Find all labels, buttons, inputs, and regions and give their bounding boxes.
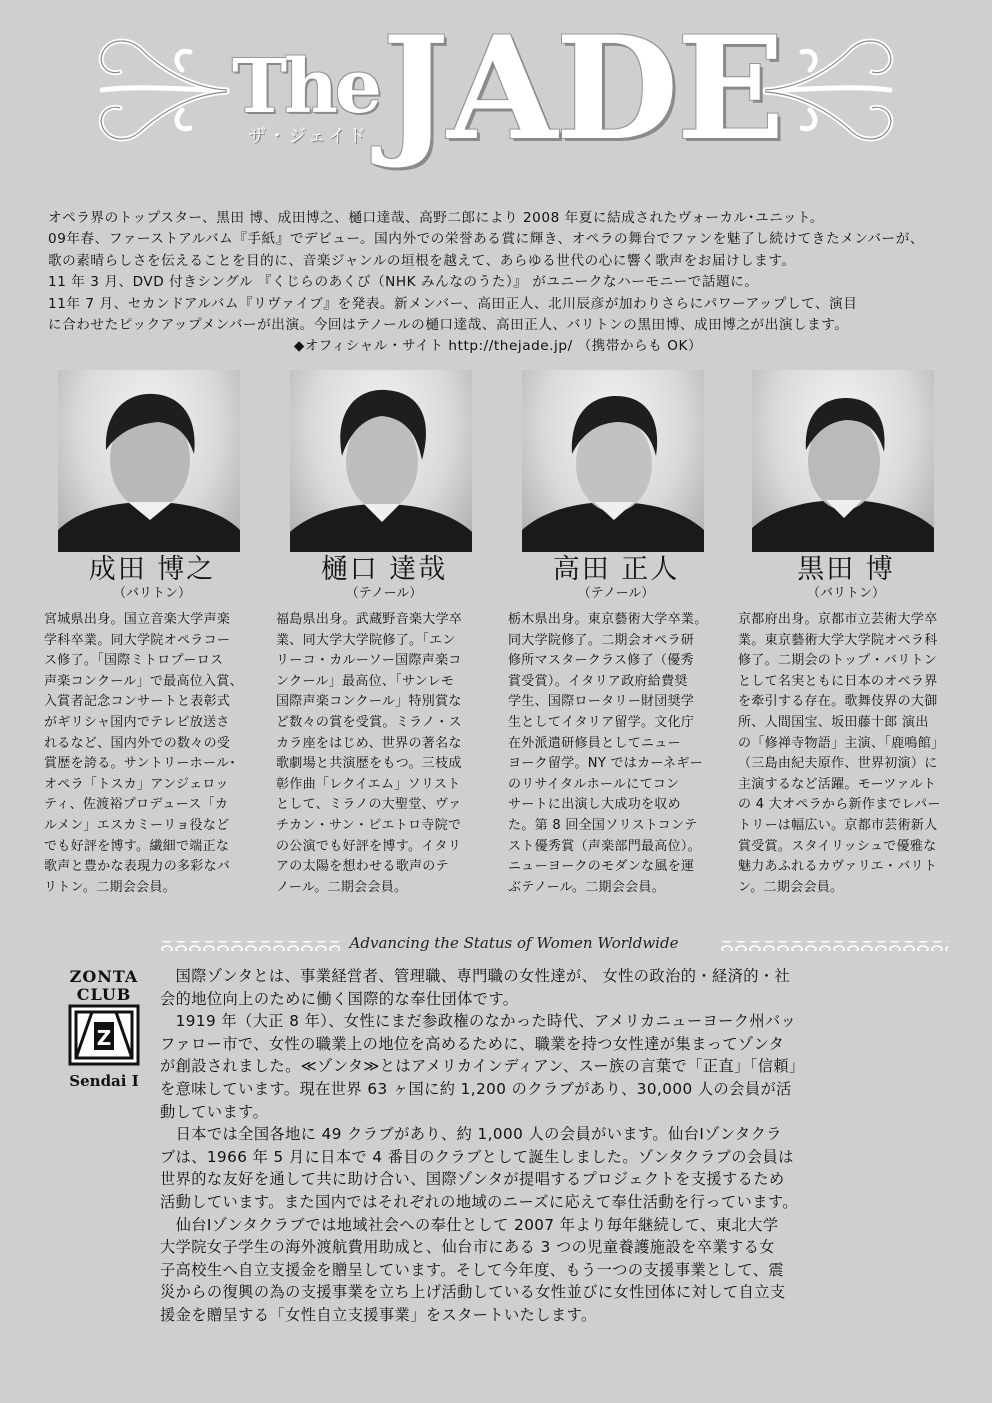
bio-line: 業、同大学大学院修了。「エン: [276, 632, 456, 648]
bio-line: 国際声楽コンクール」特別賞な: [276, 694, 462, 710]
zonta-line: 動しています。: [160, 1102, 269, 1121]
member-card-higuchi: [276, 370, 488, 898]
bio-line: ス修了。「国際ミトロプーロス: [44, 653, 224, 669]
bio-line: 修所マスタークラス修了（優秀: [508, 653, 694, 669]
bio-line: 宮城県出身。国立音楽大学声楽: [44, 612, 231, 627]
bio-line: として名実ともに日本のオペラ界: [738, 673, 938, 689]
zonta-line: ブは、1966 年 5 月に日本で 4 番目のクラブとして誕生しました。ゾンタクラブの会員は: [160, 1147, 794, 1166]
logo-club-text: CLUB: [76, 985, 132, 1004]
bio-line: 賞歴を誇る。サントリーホール･: [44, 756, 237, 772]
portrait-silhouette: [522, 370, 704, 552]
title-the: The: [232, 44, 379, 130]
zonta-line: 援金を贈呈する「女性自立支援事業」をスタートいたします。: [160, 1305, 597, 1324]
member-card-kuroda: [738, 370, 950, 898]
member-name: 高田 正人: [552, 554, 680, 585]
zonta-line: 災からの復興の為の支援事業を立ち上げ活動している女性並びに女性団体に対して自立支: [160, 1283, 786, 1302]
member-photo: [752, 370, 934, 552]
bio-line: ノール。二期会会員。: [276, 879, 408, 895]
bio-line: でも好評を博す。繊細で端正な: [44, 838, 230, 854]
bio-line: サートに出演し大成功を収め: [508, 797, 681, 813]
bio-line: ン。二期会会員。: [738, 879, 844, 895]
member-bio: [508, 610, 720, 898]
bio-line: チカン・サン・ピエトロ寺院で: [276, 817, 462, 833]
bio-line: （三島由紀夫原作、世界初演）に: [738, 756, 938, 772]
bio-line: れるなど、国内外での数々の受: [44, 735, 231, 751]
bio-line: た。第 8 回全国ソリストコンテ: [508, 817, 698, 833]
bio-line: ルメン」エスカミーリョ役など: [44, 817, 230, 833]
bio-line: リーコ・カルーソー国際声楽コ: [276, 653, 462, 669]
zonta-line: 会的地位向上のために働く国際的な奉仕団体です。: [160, 989, 519, 1008]
member-name: 成田 博之: [88, 554, 216, 585]
bio-line: を牽引する存在。歌舞伎界の大御: [738, 694, 938, 710]
intro-line: オペラ界のトップスター、黒田 博、成田博之、樋口達哉、高野二郎により 2008 年夏に結成されたヴォーカル･ユニット。: [48, 210, 825, 226]
bio-line: 生としてイタリア留学。文化庁: [508, 714, 695, 730]
zonta-line: 大学院女子学生の海外渡航費用助成と、仙台市にある 3 つの児童養護施設を卒業する女: [160, 1238, 775, 1257]
member-voice: （テノール）: [345, 586, 423, 601]
bio-line: 入賞者記念コンサートと表彰式: [44, 694, 231, 710]
member-bio: [738, 610, 950, 898]
zonta-logo: [58, 968, 150, 1090]
bio-line: 業。東京藝術大学大学院オペラ科: [738, 632, 938, 648]
portrait-silhouette: [58, 370, 240, 552]
bio-line: 学生、国際ロータリー財団奨学: [508, 694, 695, 710]
bio-line: がギリシャ国内でテレビ放送さ: [44, 714, 230, 730]
bio-line: 所、人間国宝、坂田藤十郎 演出: [738, 714, 929, 730]
bio-line: 修了。二期会のトップ・バリトン: [738, 653, 938, 669]
ornamental-divider: [160, 934, 950, 958]
bio-line: 学科卒業。同大学院オペラコー: [44, 632, 231, 648]
member-voice: （テノール）: [577, 586, 655, 601]
bio-line: 福島県出身。武蔵野音楽大学卒: [276, 612, 463, 627]
bio-line: ぶテノール。二期会会員。: [508, 879, 666, 895]
member-bio: [44, 610, 256, 898]
member-name: 樋口 達哉: [320, 554, 448, 585]
bio-line: ティ、佐渡裕プロデュース「カ: [44, 797, 229, 813]
member-photo: [58, 370, 240, 552]
zonta-description: [160, 965, 950, 1327]
bio-line: 賞受賞。スタイリッシュで優雅な: [738, 838, 937, 854]
bio-line: 在外派遣研修員としてニュー: [508, 735, 681, 751]
zonta-line: を意味しています。現在世界 63 ヶ国に約 1,200 のクラブがあり、30,000 人の会員が活: [160, 1079, 792, 1098]
bio-line: カラ座をはじめ、世界の著名な: [276, 735, 462, 751]
intro-line: 11 年 3 月、DVD 付きシングル 『くじらのあくび（NHK みんなのうた）』 がユニークなハーモニーで話題に。: [48, 274, 759, 291]
logo-sendai-text: Sendai Ⅰ: [69, 1072, 139, 1090]
bio-line: の「修禅寺物語」主演、「鹿鳴館」: [738, 735, 945, 751]
member-photo: [522, 370, 704, 552]
official-site-link[interactable]: ◆オフィシャル・サイト http://thejade.jp/ （携帯からも OK）: [293, 338, 703, 355]
bio-line: 彰作曲「レクイエム」ソリスト: [276, 776, 461, 792]
title-jade: JADE: [382, 6, 783, 172]
bio-line: の公演でも好評を博す。イタリ: [276, 838, 462, 854]
bio-line: 賞受賞）。イタリア政府給費奨: [508, 673, 688, 689]
member-bio: [276, 610, 488, 898]
logo-emblem-letter: Z: [96, 1026, 112, 1050]
member-voice: （バリトン）: [112, 586, 191, 601]
bio-line: 京都府出身。京都市立芸術大学卒: [738, 612, 938, 627]
bio-line: オペラ「トスカ」アンジェロッ: [44, 776, 229, 792]
bio-line: 魅力あふれるカヴァリエ・バリト: [738, 859, 938, 875]
portrait-silhouette: [290, 370, 472, 552]
portrait-silhouette: [752, 370, 934, 552]
bio-line: ど数々の賞を受賞。ミラノ・ス: [276, 714, 462, 730]
member-voice: （バリトン）: [806, 586, 885, 601]
member-name: 黒田 博: [797, 554, 895, 585]
zonta-line: ファロー市で、女性の職業上の地位を高めるために、職業を持つ女性達が集まってゾンタ: [160, 1034, 785, 1053]
member-card-narita: [44, 370, 256, 898]
zonta-line: 活動しています。また国内ではそれぞれの地域のニーズに応えて奉仕活動を行っています。: [160, 1192, 798, 1211]
bio-line: スト優秀賞（声楽部門最高位）。: [508, 838, 702, 854]
zonta-line: が創設されました。≪ゾンタ≫とはアメリカインディアン、スー族の言葉で「正直」「信頼」: [160, 1057, 805, 1076]
bio-line: ヨーク留学。NY ではカーネギー: [508, 756, 703, 772]
member-photo: [290, 370, 472, 552]
zonta-line: 世界的な友好を通して共に助け合い、国際ゾンタが提唱するプロジェクトを支援するため: [160, 1170, 785, 1189]
zonta-line: 1919 年（大正 8 年）、女性にまだ参政権のなかった時代、アメリカニューヨーク州バッ: [160, 1012, 797, 1031]
intro-line: 歌の素晴らしさを伝えることを目的に、音楽ジャンルの垣根を越えて、あらゆる世代の心に響く歌声をお届けします。: [48, 252, 796, 269]
member-card-takada: [508, 370, 720, 898]
bio-line: の 4 大オペラから新作までレパー: [738, 797, 941, 813]
bio-line: トリーは幅広い。京都市芸術新人: [738, 817, 938, 833]
header: [0, 0, 992, 205]
zonta-line: 日本では全国各地に 49 クラブがあり、約 1,000 人の会員がいます。仙台Ⅰゾンタクラ: [160, 1125, 782, 1144]
intro-line: に合わせたピックアップメンバーが出演。今回はテノールの樋口達哉、高田正人、バリトンの黒田博、成田博之が出演します。: [48, 317, 849, 334]
bio-line: 栃木県出身。東京藝術大学卒業。: [508, 612, 708, 627]
bio-line: 歌声と豊かな表現力の多彩なバ: [44, 859, 231, 875]
bio-line: 声楽コンクール」で最高位入賞、: [44, 673, 243, 689]
intro-line: 09年春、ファーストアルバム『手紙』でデビュー。国内外での栄誉ある賞に輝き、オペラの舞台でファンを魅了し続けてきたメンバーが、: [48, 231, 924, 248]
zonta-emblem-icon: [58, 1004, 150, 1066]
bio-line: ニューヨークのモダンな風を運: [508, 859, 695, 875]
bio-line: 主演するなど活躍。モーツァルト: [738, 776, 937, 792]
bio-line: のリサイタルホールにてコン: [508, 776, 680, 792]
intro-line: 11年 7 月、セカンドアルバム『リヴァイブ』を発表。新メンバー、高田正人、北川辰彦が加わりさらにパワーアップして、演目: [48, 295, 858, 312]
intro-section: [48, 208, 948, 358]
title-kana: ザ・ジェイド: [248, 126, 368, 147]
zonta-line: 子高校生へ自立支援金を贈呈しています。そして今年度、もう一つの支援事業として、震: [160, 1260, 784, 1279]
bio-line: アの太陽を想わせる歌声のテ: [276, 859, 449, 875]
left-scroll-ornament: [82, 30, 232, 150]
zonta-line: 国際ゾンタとは、事業経営者、管理職、専門職の女性達が、 女性の政治的・経済的・社: [160, 967, 791, 985]
zonta-tagline: Advancing the Status of Women Worldwide: [349, 934, 679, 952]
bio-line: ンクール」最高位、「サンレモ: [276, 673, 455, 689]
bio-line: リトン。二期会会員。: [44, 879, 176, 895]
bio-line: として、ミラノの大聖堂、ヴァ: [276, 797, 462, 813]
bio-line: 歌劇場と共演歴をもつ。三枝成: [276, 756, 462, 772]
logo-zonta-text: ZONTA: [69, 967, 139, 986]
zonta-line: 仙台Ⅰゾンタクラブでは地域社会への奉仕として 2007 年より毎年継続して、東北大学: [160, 1215, 779, 1234]
bio-line: 同大学院修了。二期会オペラ研: [508, 632, 695, 648]
